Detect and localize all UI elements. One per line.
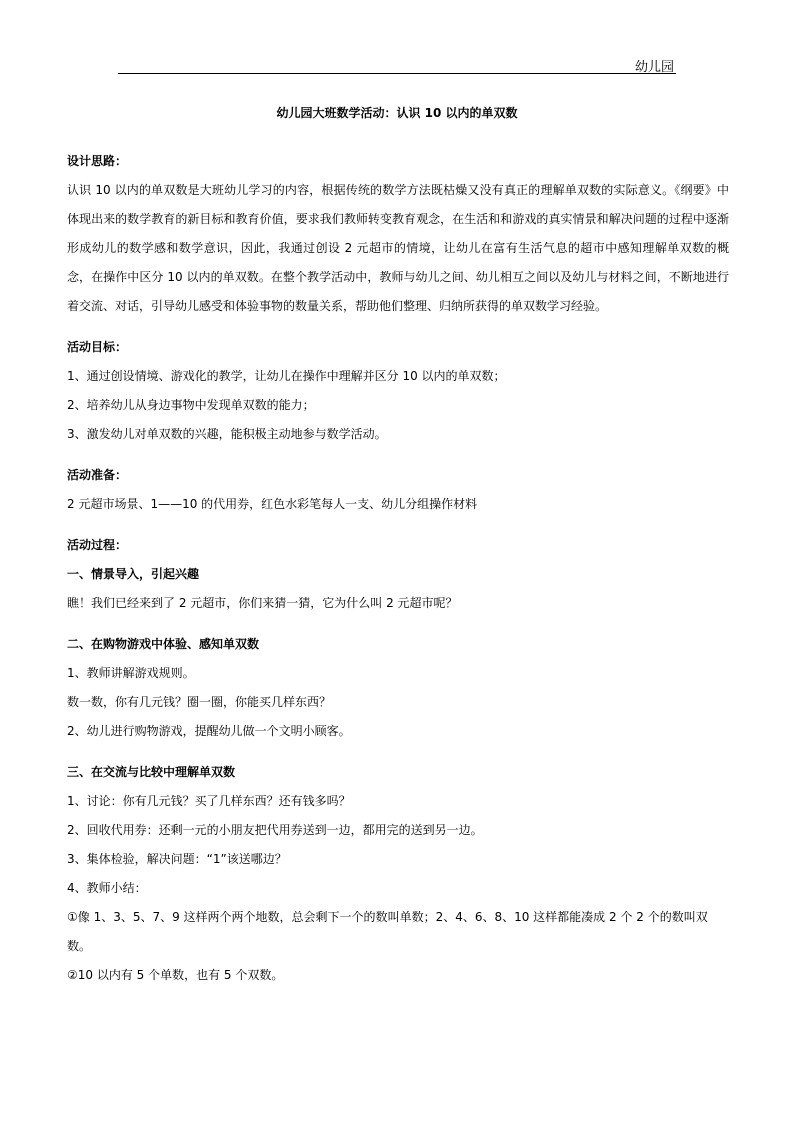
page-header-label: 幼儿园 <box>634 60 674 75</box>
design-heading: 设计思路： <box>67 154 128 168</box>
prep-text: 2 元超市场景、1——10 的代用券，红色水彩笔每人一支、幼儿分组操作材料 <box>67 497 478 511</box>
document-title: 幼儿园大班数学活动：认识 10 以内的单双数 <box>276 106 518 120</box>
goal-item: 1、通过创设情境、游戏化的教学，让幼儿在操作中理解并区分 10 以内的单双数； <box>67 369 506 383</box>
process-line: 1、讨论：你有几元钱？买了几样东西？还有钱多吗？ <box>67 794 351 808</box>
document-body <box>67 147 729 990</box>
goals-heading: 活动目标： <box>67 340 128 354</box>
process-part2-heading: 二、在购物游戏中体验、感知单双数 <box>67 637 260 651</box>
prep-heading: 活动准备： <box>67 468 128 482</box>
process-part3-heading: 三、在交流与比较中理解单双数 <box>67 765 236 779</box>
design-text: 认识 10 以内的单双数是大班幼儿学习的内容，根据传统的数学方法既枯燥又没有真正的理解单双数的实际意义。《纲要》中体现出来的数学教育的新目标和教育价值，要求我们教师转变教育观念，在生活和和游戏的真实情景和解决问题的过程中逐渐形成幼儿的数学感和数学意识，因此，我通过创设 2 元超市的情境，让幼儿在富有生活气息的超市中感知理解单双数的概念，在操作中区分 10 以内的单双数。在整个教学活动中，教师与幼儿之间、幼儿相互之间以及幼儿与材料之间，不断地进行着交流、对话，引导幼儿感受和体验事物的数量关系，帮助他们整理、归纳所获得的单双数学习经验。 <box>67 183 729 313</box>
process-line: 数一数，你有几元钱？圈一圈，你能买几样东西？ <box>67 695 332 709</box>
process-line: 2、回收代用券：还剩一元的小朋友把代用券送到一边，都用完的送到另一边。 <box>67 823 483 837</box>
process-line: 瞧！我们已经来到了 2 元超市，你们来猜一猜，它为什么叫 2 元超市呢？ <box>67 596 458 610</box>
goal-item: 2、培养幼儿从身边事物中发现单双数的能力； <box>67 398 315 412</box>
process-line: 2、幼儿进行购物游戏，提醒幼儿做一个文明小顾客。 <box>67 724 351 738</box>
process-line: ①像 1、3、5、7、9 这样两个两个地数，总会剩下一个的数叫单数；2、4、6、8、10 这样都能凑成 2 个 2 个的数叫双数。 <box>67 910 708 953</box>
process-heading: 活动过程： <box>67 538 128 552</box>
process-line: 1、教师讲解游戏规则。 <box>67 666 195 680</box>
process-line: 3、集体检验，解决问题：“1”该送哪边？ <box>67 852 287 866</box>
process-line: ②10 以内有 5 个单数，也有 5 个双数。 <box>67 968 284 982</box>
process-line: 4、教师小结： <box>67 881 147 895</box>
process-part1-heading: 一、情景导入，引起兴趣 <box>67 567 200 581</box>
header-divider <box>118 73 676 74</box>
goal-item: 3、激发幼儿对单双数的兴趣，能积极主动地参与数学活动。 <box>67 427 387 441</box>
